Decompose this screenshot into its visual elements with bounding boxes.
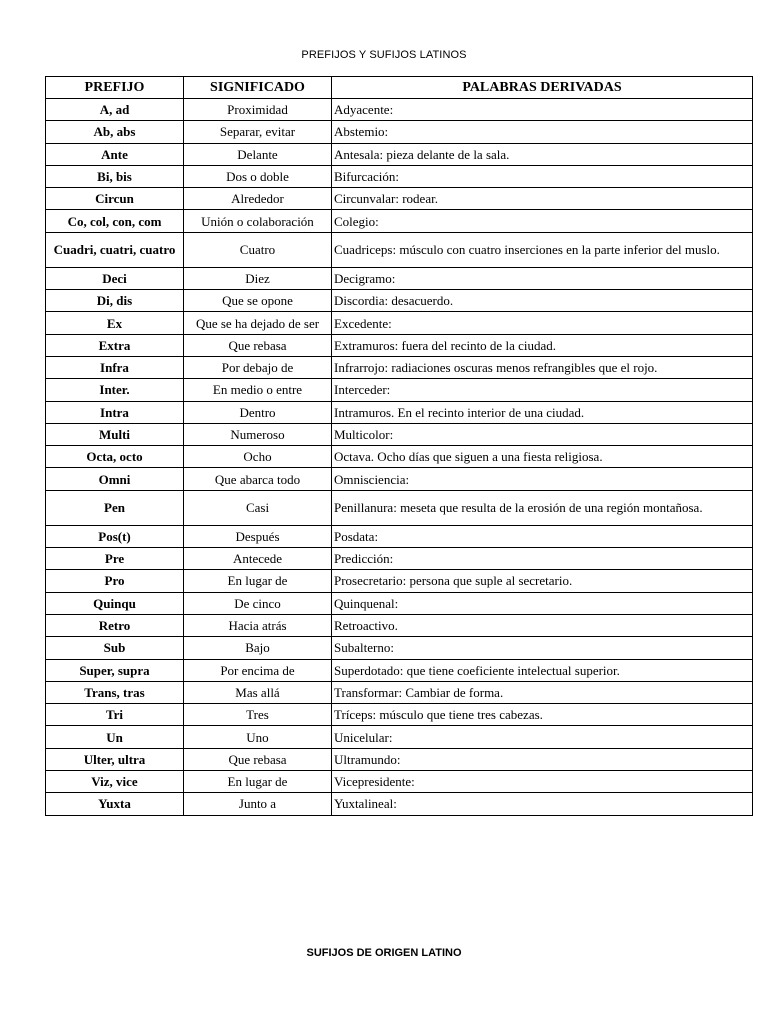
table-row: [46, 525, 753, 547]
header-palabras-derivadas: PALABRAS DERIVADAS: [332, 77, 753, 99]
prefijo-cell: Pre: [46, 548, 184, 570]
significado-cell: Por debajo de: [184, 356, 332, 378]
prefijo-cell: A, ad: [46, 99, 184, 121]
significado-cell: Casi: [184, 490, 332, 525]
prefijo-cell: Ab, abs: [46, 121, 184, 143]
table-row: [46, 468, 753, 490]
palabras-derivadas-cell: Penillanura: meseta que resulta de la erosión de una región montañosa.: [332, 490, 753, 525]
palabras-derivadas-cell: Extramuros: fuera del recinto de la ciudad.: [332, 334, 753, 356]
significado-cell: Que rebasa: [184, 334, 332, 356]
prefijo-cell: Ulter, ultra: [46, 748, 184, 770]
table-row: [46, 165, 753, 187]
palabras-derivadas-cell: Infrarrojo: radiaciones oscuras menos refrangibles que el rojo.: [332, 356, 753, 378]
significado-cell: Uno: [184, 726, 332, 748]
significado-cell: Junto a: [184, 793, 332, 815]
prefijo-cell: Intra: [46, 401, 184, 423]
prefijo-cell: Octa, octo: [46, 446, 184, 468]
palabras-derivadas-cell: Yuxtalineal:: [332, 793, 753, 815]
prefijo-cell: Retro: [46, 614, 184, 636]
palabras-derivadas-cell: Quinquenal:: [332, 592, 753, 614]
table-row: [46, 379, 753, 401]
significado-cell: Delante: [184, 143, 332, 165]
table-row: [46, 290, 753, 312]
header-prefijo: PREFIJO: [46, 77, 184, 99]
table-row: [46, 614, 753, 636]
table-row: [46, 637, 753, 659]
table-row: [46, 121, 753, 143]
significado-cell: Dos o doble: [184, 165, 332, 187]
palabras-derivadas-cell: Antesala: pieza delante de la sala.: [332, 143, 753, 165]
table-row: [46, 143, 753, 165]
significado-cell: Unión o colaboración: [184, 210, 332, 232]
document-title: PREFIJOS Y SUFIJOS LATINOS: [301, 49, 467, 61]
significado-cell: Que se opone: [184, 290, 332, 312]
significado-cell: Hacia atrás: [184, 614, 332, 636]
table-row: [46, 423, 753, 445]
table-row: [46, 312, 753, 334]
significado-cell: Separar, evitar: [184, 121, 332, 143]
palabras-derivadas-cell: Cuadriceps: músculo con cuatro inserciones en la parte inferior del muslo.: [332, 232, 753, 267]
table-row: [46, 748, 753, 770]
prefijo-cell: Omni: [46, 468, 184, 490]
palabras-derivadas-cell: Tríceps: músculo que tiene tres cabezas.: [332, 704, 753, 726]
palabras-derivadas-cell: Adyacente:: [332, 99, 753, 121]
prefijo-cell: Cuadri, cuatri, cuatro: [46, 232, 184, 267]
significado-cell: Diez: [184, 267, 332, 289]
prefijo-cell: Trans, tras: [46, 681, 184, 703]
prefijo-cell: Bi, bis: [46, 165, 184, 187]
palabras-derivadas-cell: Intramuros. En el recinto interior de una ciudad.: [332, 401, 753, 423]
section-title-sufijos: SUFIJOS DE ORIGEN LATINO: [306, 947, 462, 959]
palabras-derivadas-cell: Bifurcación:: [332, 165, 753, 187]
palabras-derivadas-cell: Unicelular:: [332, 726, 753, 748]
palabras-derivadas-cell: Abstemio:: [332, 121, 753, 143]
palabras-derivadas-cell: Retroactivo.: [332, 614, 753, 636]
significado-cell: Que abarca todo: [184, 468, 332, 490]
table-row: [46, 704, 753, 726]
palabras-derivadas-cell: Posdata:: [332, 525, 753, 547]
significado-cell: Que rebasa: [184, 748, 332, 770]
palabras-derivadas-cell: Ultramundo:: [332, 748, 753, 770]
prefijo-cell: Infra: [46, 356, 184, 378]
prefijo-cell: Multi: [46, 423, 184, 445]
prefijo-cell: Co, col, con, com: [46, 210, 184, 232]
table-header-row: [46, 77, 753, 99]
table-row: [46, 267, 753, 289]
palabras-derivadas-cell: Vicepresidente:: [332, 771, 753, 793]
palabras-derivadas-cell: Circunvalar: rodear.: [332, 188, 753, 210]
significado-cell: Alrededor: [184, 188, 332, 210]
palabras-derivadas-cell: Octava. Ocho días que siguen a una fiesta religiosa.: [332, 446, 753, 468]
prefijo-cell: Super, supra: [46, 659, 184, 681]
significado-cell: Bajo: [184, 637, 332, 659]
table-row: [46, 490, 753, 525]
palabras-derivadas-cell: Discordia: desacuerdo.: [332, 290, 753, 312]
prefijo-cell: Ex: [46, 312, 184, 334]
palabras-derivadas-cell: Transformar: Cambiar de forma.: [332, 681, 753, 703]
significado-cell: En lugar de: [184, 570, 332, 592]
palabras-derivadas-cell: Superdotado: que tiene coeficiente intelectual superior.: [332, 659, 753, 681]
palabras-derivadas-cell: Decigramo:: [332, 267, 753, 289]
palabras-derivadas-cell: Subalterno:: [332, 637, 753, 659]
significado-cell: Cuatro: [184, 232, 332, 267]
prefijo-cell: Quinqu: [46, 592, 184, 614]
significado-cell: Que se ha dejado de ser: [184, 312, 332, 334]
significado-cell: Tres: [184, 704, 332, 726]
significado-cell: Antecede: [184, 548, 332, 570]
table-row: [46, 659, 753, 681]
prefijo-cell: Yuxta: [46, 793, 184, 815]
prefijo-cell: Un: [46, 726, 184, 748]
prefijo-cell: Extra: [46, 334, 184, 356]
table-row: [46, 401, 753, 423]
significado-cell: De cinco: [184, 592, 332, 614]
significado-cell: En medio o entre: [184, 379, 332, 401]
prefijo-cell: Circun: [46, 188, 184, 210]
prefijo-cell: Inter.: [46, 379, 184, 401]
table-row: [46, 334, 753, 356]
prefijo-cell: Pro: [46, 570, 184, 592]
palabras-derivadas-cell: Prosecretario: persona que suple al secretario.: [332, 570, 753, 592]
prefijo-cell: Deci: [46, 267, 184, 289]
table-row: [46, 232, 753, 267]
significado-cell: Dentro: [184, 401, 332, 423]
table-row: [46, 592, 753, 614]
table-row: [46, 99, 753, 121]
palabras-derivadas-cell: Predicción:: [332, 548, 753, 570]
table-row: [46, 356, 753, 378]
header-significado: SIGNIFICADO: [184, 77, 332, 99]
palabras-derivadas-cell: Excedente:: [332, 312, 753, 334]
prefijo-cell: Di, dis: [46, 290, 184, 312]
prefijo-cell: Pen: [46, 490, 184, 525]
significado-cell: Mas allá: [184, 681, 332, 703]
significado-cell: Numeroso: [184, 423, 332, 445]
table-row: [46, 188, 753, 210]
palabras-derivadas-cell: Multicolor:: [332, 423, 753, 445]
significado-cell: Por encima de: [184, 659, 332, 681]
significado-cell: En lugar de: [184, 771, 332, 793]
table-row: [46, 210, 753, 232]
table-row: [46, 446, 753, 468]
palabras-derivadas-cell: Colegio:: [332, 210, 753, 232]
prefijo-cell: Tri: [46, 704, 184, 726]
table-row: [46, 570, 753, 592]
significado-cell: Después: [184, 525, 332, 547]
table-row: [46, 548, 753, 570]
palabras-derivadas-cell: Omnisciencia:: [332, 468, 753, 490]
table-row: [46, 771, 753, 793]
prefijo-cell: Viz, vice: [46, 771, 184, 793]
palabras-derivadas-cell: Interceder:: [332, 379, 753, 401]
prefijo-cell: Ante: [46, 143, 184, 165]
table-row: [46, 793, 753, 815]
prefijo-cell: Pos(t): [46, 525, 184, 547]
prefijo-cell: Sub: [46, 637, 184, 659]
significado-cell: Ocho: [184, 446, 332, 468]
table-row: [46, 726, 753, 748]
significado-cell: Proximidad: [184, 99, 332, 121]
table-row: [46, 681, 753, 703]
prefixes-table: [45, 76, 753, 816]
